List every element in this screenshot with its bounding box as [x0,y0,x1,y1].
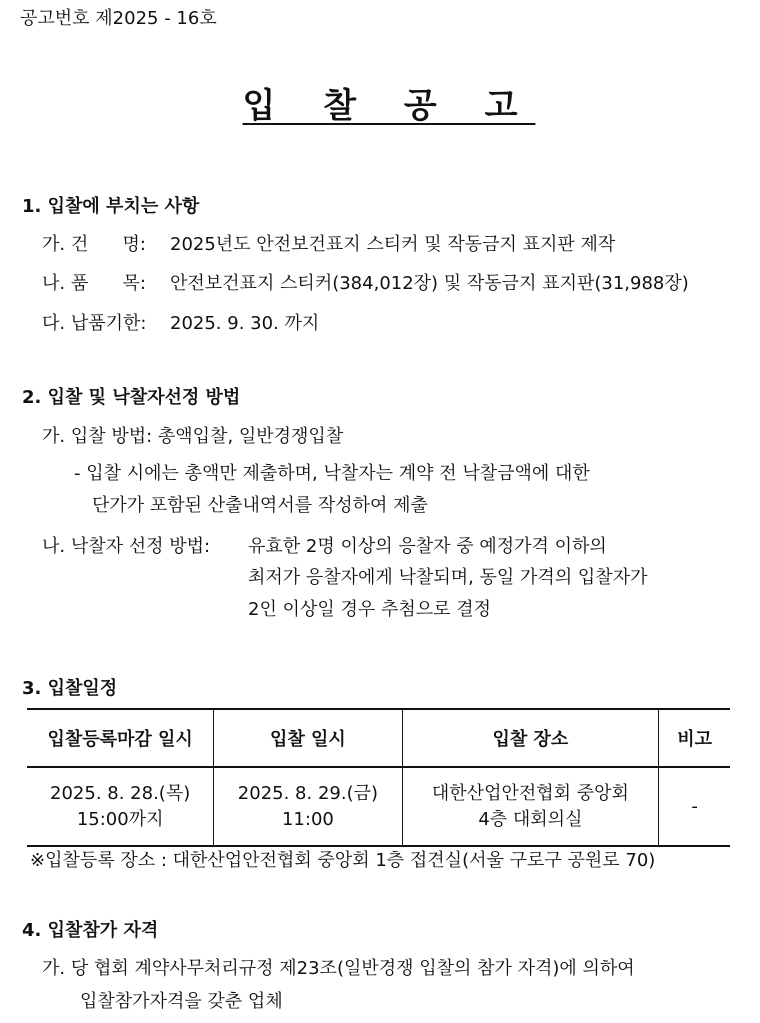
winner-selection-label: 나. 낙찰자 선정 방법: [42,536,211,557]
cell-remark: - [659,767,730,846]
reg-deadline-time: 15:00까지 [76,808,164,830]
table-row [27,767,730,846]
item-name [42,234,615,256]
item-delivery [42,313,319,335]
bid-time: 11:00 [281,808,334,830]
reg-deadline-date: 2025. 8. 28.(목) [50,782,191,804]
winner-selection-line3: 2인 이상일 경우 추첨으로 결정 [248,599,491,620]
bid-method-note-line1: - 입찰 시에는 총액만 제출하며, 낙찰자는 계약 전 낙찰금액에 대한 [74,463,590,484]
table-header-row [27,709,730,767]
bid-place-line2: 4층 대회의실 [478,808,583,830]
document-title: 입 찰 공 고 [242,86,536,126]
winner-selection-line1: 유효한 2명 이상의 응찰자 중 예정가격 이하의 [248,536,607,557]
bid-method: 가. 입찰 방법: 총액입찰, 일반경쟁입찰 [42,426,344,447]
section-1-heading: 1. 입찰에 부치는 사항 [22,196,200,217]
section-3-heading: 3. 입찰일정 [22,678,118,699]
header-bid-place: 입찰 장소 [402,709,659,767]
item-product [42,273,689,295]
item-product-value: 안전보건표지 스티커(384,012장) 및 작동금지 표지판(31,988장) [170,273,689,294]
item-delivery-label: 다. 납품기한: [42,313,147,334]
cell-bid-place [402,767,659,846]
qualification-line2: 입찰참가자격을 갖춘 업체 [80,991,283,1012]
cell-reg-deadline [27,767,214,846]
header-bid-datetime: 입찰 일시 [214,709,402,767]
section-4-heading: 4. 입찰참가 자격 [22,920,159,941]
bid-method-note-line2: 단가가 포함된 산출내역서를 작성하여 제출 [92,495,428,516]
cell-bid-datetime [214,767,402,846]
item-name-value: 2025년도 안전보건표지 스티커 및 작동금지 표지판 제작 [170,234,616,255]
item-product-label: 나. 품 목: [42,273,147,294]
bid-date: 2025. 8. 29.(금) [237,782,379,804]
registration-place-note: ※입찰등록 장소 : 대한산업안전협회 중앙회 1층 접견실(서울 구로구 공원로 70) [30,850,656,871]
winner-selection-line2: 최저가 응찰자에게 낙찰되며, 동일 가격의 입찰자가 [248,567,648,588]
notice-number: 공고번호 제2025 - 16호 [20,8,217,29]
header-remark: 비고 [659,709,730,767]
item-name-label: 가. 건 명: [42,234,147,255]
header-reg-deadline: 입찰등록마감 일시 [27,709,214,767]
bid-schedule-table [27,708,730,847]
section-2-heading: 2. 입찰 및 낙찰자선정 방법 [22,387,241,408]
bid-place-line1: 대한산업안전협회 중앙회 [431,782,629,804]
item-delivery-value: 2025. 9. 30. 까지 [170,313,320,334]
qualification-line1: 가. 당 협회 계약사무처리규정 제23조(일반경쟁 입찰의 참가 자격)에 의하여 [42,958,635,979]
